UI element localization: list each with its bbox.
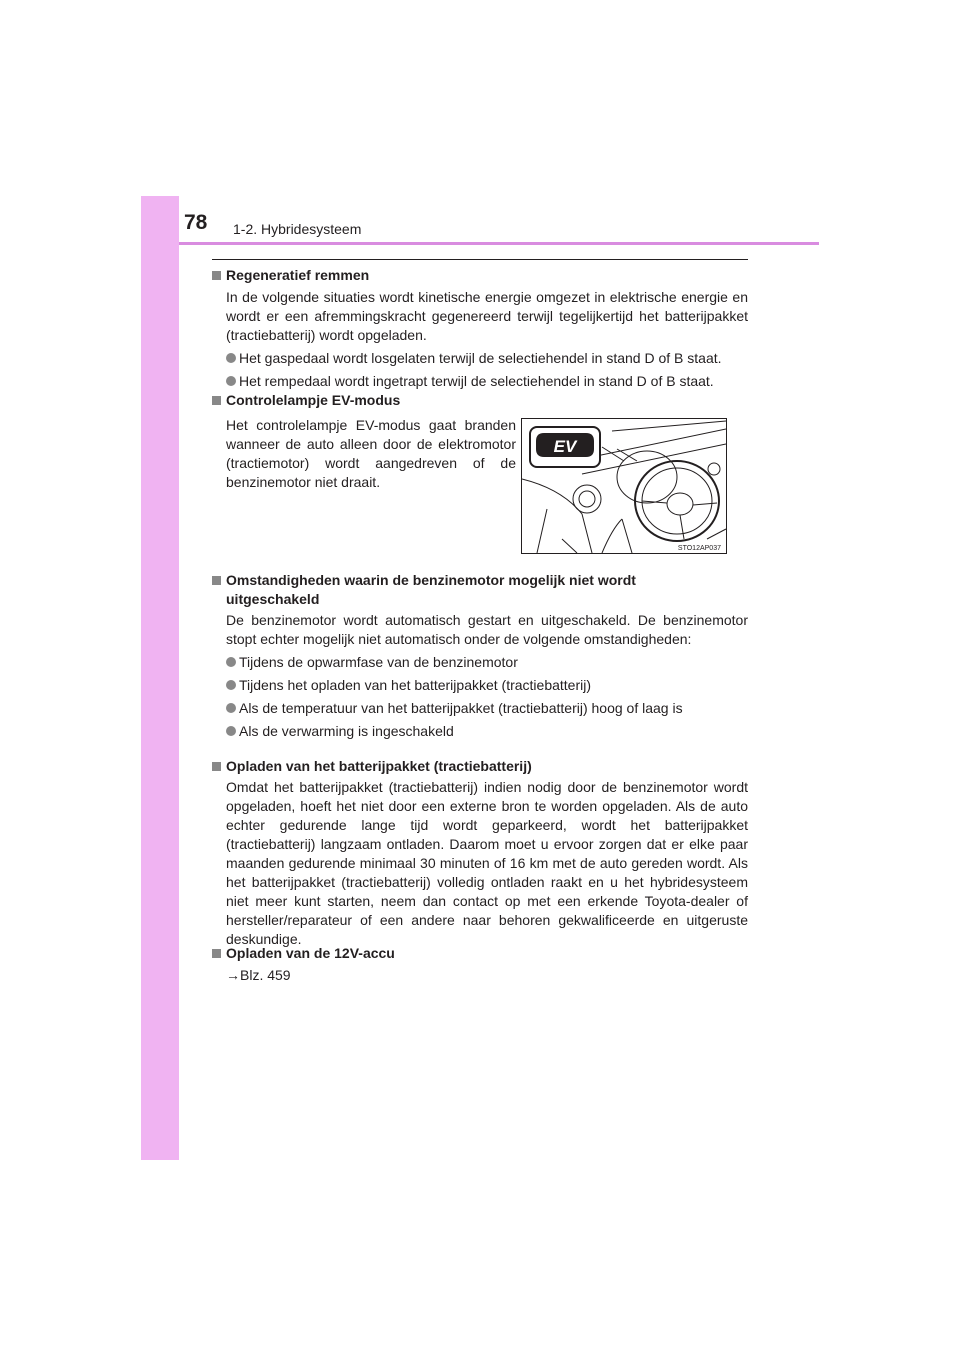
paragraph: Omdat het batterijpakket (tractiebatterij) indien nodig door de benzinemotor wordt opgeladen, hoeft het niet door een externe bron te worden opgeladen. Als de auto echter gedurende lange tijd wordt geparkeerd, wordt het batterijpakket (tractiebatterij) langzaam ontladen. Daarom moet u ervoor zorgen dat er elke paar maanden gedurende minimaal 30 minuten of 16 km met de auto gereden wordt. Als het batterijpakket (tractiebatterij) volledig ontladen raakt en u het hybridesysteem niet meer kunt starten, neem dan contact op met een erkende Toyota-dealer of hersteller/reparateur of een andere naar behoren gekwalificeerde en uitgeruste deskundige. [226, 779, 748, 947]
dashboard-illustration [521, 418, 727, 554]
list-item: Tijdens de opwarmfase van de benzinemotor [212, 653, 748, 672]
circle-bullet-icon [226, 703, 236, 713]
square-bullet-icon [212, 762, 221, 771]
dashboard-drawing [522, 419, 726, 553]
list-item: Het gaspedaal wordt losgelaten terwijl de selectiehendel in stand D of B staat. [212, 349, 748, 368]
divider [212, 259, 748, 260]
circle-bullet-icon [226, 657, 236, 667]
section-heading: Controlelampje EV-modus [212, 391, 748, 410]
list-item: Als de verwarming is ingeschakeld [212, 722, 748, 741]
circle-bullet-icon [226, 376, 236, 386]
header-rule [179, 242, 819, 245]
section-heading: Opladen van de 12V-accu [212, 944, 748, 963]
list-item: Het rempedaal wordt ingetrapt terwijl de selectiehendel in stand D of B staat. [212, 372, 748, 391]
section-heading: Opladen van het batterijpakket (tractiebatterij) [212, 757, 748, 776]
section-accu [212, 944, 748, 985]
section-regen [212, 266, 748, 391]
section-engine [212, 571, 748, 741]
paragraph: De benzinemotor wordt automatisch gestart en uitgeschakeld. De benzinemotor stopt echter mogelijk niet automatisch onder de volgende omstandigheden: [226, 612, 748, 647]
paragraph: In de volgende situaties wordt kinetische energie omgezet in elektrische energie en wordt er een afremmingskracht gegenereerd terwijl tegelijkertijd het batterijpakket (tractiebatterij) wordt opgeladen. [226, 289, 748, 343]
section-title: 1-2. Hybridesysteem [233, 221, 362, 237]
ev-indicator-icon: EV [553, 437, 577, 456]
circle-bullet-icon [226, 353, 236, 363]
page-reference: →Blz. 459 [226, 967, 291, 983]
circle-bullet-icon [226, 726, 236, 736]
page-number: 78 [184, 211, 208, 234]
square-bullet-icon [212, 576, 221, 585]
square-bullet-icon [212, 271, 221, 280]
square-bullet-icon [212, 949, 221, 958]
section-heading: Regeneratief remmen [212, 266, 748, 285]
paragraph: Het controlelampje EV-modus gaat branden wanneer de auto alleen door de elektromotor (tractiemotor) wordt aangedreven of de benzinemotor niet draait. [226, 417, 516, 490]
side-tab [141, 196, 179, 1160]
circle-bullet-icon [226, 680, 236, 690]
figure-caption: STO12AP037 [677, 545, 721, 552]
section-heading: Omstandigheden waarin de benzinemotor mogelijk niet wordt uitgeschakeld [212, 571, 748, 609]
square-bullet-icon [212, 396, 221, 405]
list-item: Als de temperatuur van het batterijpakket (tractiebatterij) hoog of laag is [212, 699, 748, 718]
section-charge [212, 757, 748, 949]
list-item: Tijdens het opladen van het batterijpakket (tractiebatterij) [212, 676, 748, 695]
